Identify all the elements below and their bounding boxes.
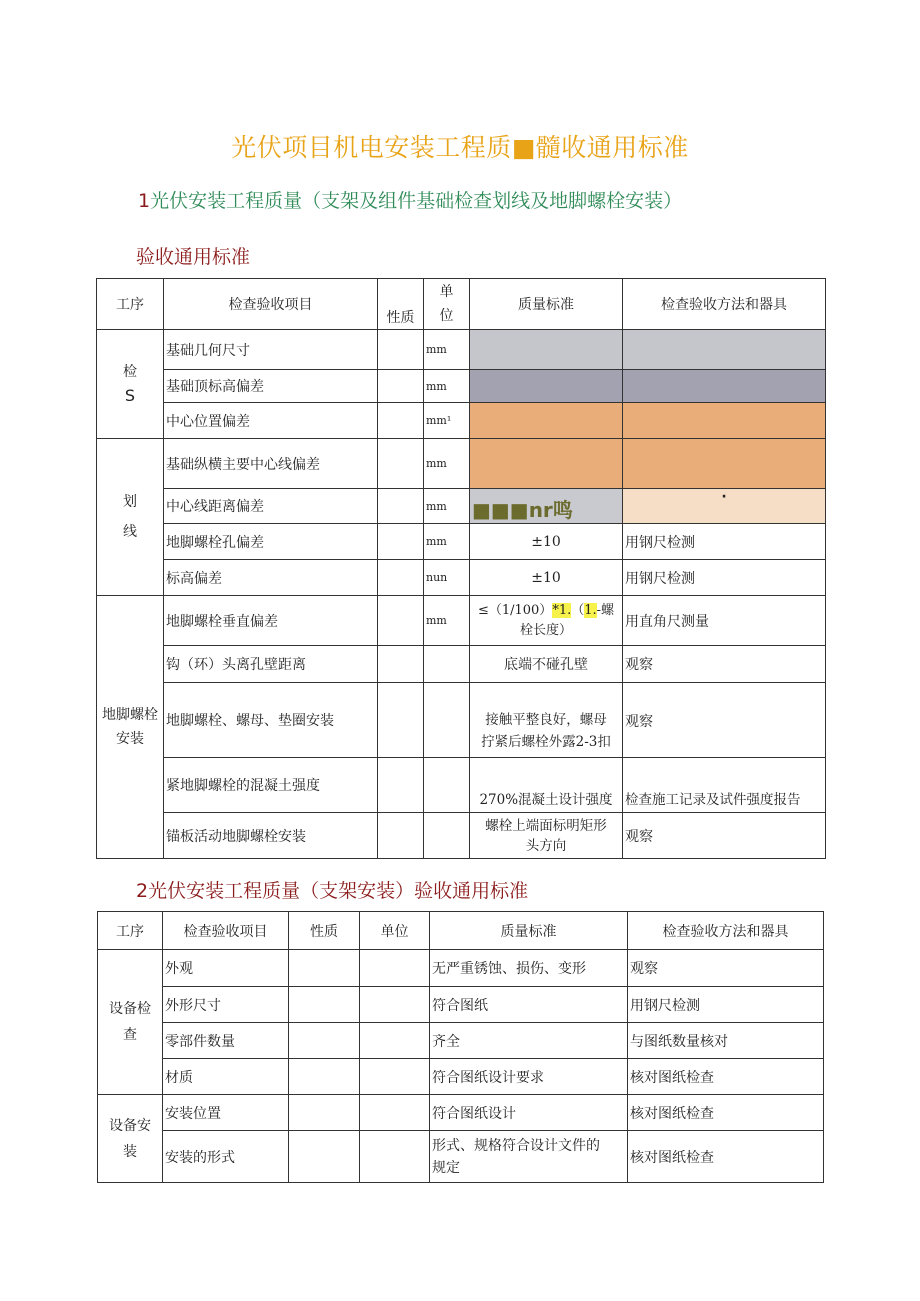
std-part-a: ≤（1/100） [477,602,553,618]
row-unit [360,950,430,987]
row-item: 零部件数量 [163,1023,289,1059]
std-part-b: （ [571,602,585,618]
header-unit: 单位 [360,912,430,950]
group-b: 查 [123,1027,137,1043]
table-row [97,813,826,859]
row-item: 锚板活动地脚螺栓安装 [164,813,378,859]
group-anchor-bolt-b: 安装 [116,731,144,747]
section1-text: 光伏安装工程质量（支架及组件基础检查划线及地脚螺栓安装） [150,190,683,212]
table-row [98,1023,824,1059]
row-standard [470,330,623,370]
row-standard: 符合图纸设计要求 [430,1059,628,1095]
row-unit: mm¹ [424,403,470,439]
row-unit: mm [424,330,470,370]
header-method: 检查验收方法和器具 [628,912,824,950]
section1-subtitle: 验收通用标准 [136,246,251,268]
header-item: 检查验收项目 [164,279,378,330]
row-method: 用直角尺测量 [623,596,826,646]
table-row [97,330,826,370]
row-item: 基础纵横主要中心线偏差 [164,439,378,489]
table1 [96,278,826,859]
row-unit: mm [424,524,470,560]
table-row [97,683,826,758]
table-row [97,524,826,560]
row-standard: 齐全 [430,1023,628,1059]
section2-heading: 2光伏安装工程质量（支架安装）验收通用标准 [136,880,529,902]
row-unit [424,683,470,758]
row-nature [378,683,424,758]
row-method [623,330,826,370]
table-row [97,596,826,646]
std-line-2: 头方向 [525,837,567,854]
row-nature [289,987,360,1023]
table-row [97,758,826,813]
row-unit [424,646,470,683]
group-inspect [97,330,164,439]
row-standard: 符合图纸 [430,987,628,1023]
row-method: 核对图纸检查 [628,1131,824,1183]
row-unit [360,1095,430,1131]
row-nature [378,439,424,489]
row-item: 基础顶标高偏差 [164,370,378,403]
row-standard: ■■■nr鸣 [470,489,623,524]
table-row [97,439,826,489]
row-item: 钩（环）头离孔壁距离 [164,646,378,683]
table-row [97,370,826,403]
table-row [98,1059,824,1095]
row-method: 用钢尺检测 [623,560,826,596]
table-row [97,489,826,524]
row-standard: 270%混凝土设计强度 [470,758,623,813]
table-row [97,646,826,683]
group-marking-a: 划 [123,494,137,510]
group-marking [97,439,164,596]
table1-header-row [97,279,826,330]
row-method: 用钢尺检测 [623,524,826,560]
group-inspect-b: S [124,385,136,405]
row-item: 基础几何尺寸 [164,330,378,370]
row-standard [470,403,623,439]
row-method: 检查施工记录及试件强度报告 [623,758,826,813]
row-unit [360,987,430,1023]
header-method: 检查验收方法和器具 [623,279,826,330]
row-item: 地脚螺栓孔偏差 [164,524,378,560]
row-method: · [623,489,826,524]
row-nature [289,1095,360,1131]
std-highlight-1: *1. [552,602,572,618]
row-nature [378,524,424,560]
table-row [98,1095,824,1131]
row-method: 观察 [623,646,826,683]
group-anchor-bolt-a: 地脚螺栓 [102,707,158,723]
std-highlight-2: 1. [584,602,597,618]
group-equipment-inspect [98,950,163,1095]
row-standard [470,813,623,859]
row-standard [470,439,623,489]
row-method: 用钢尺检测 [628,987,824,1023]
table2-header-row [98,912,824,950]
row-standard [470,370,623,403]
row-item: 中心线距离偏差 [164,489,378,524]
row-nature [378,370,424,403]
group-a: 设备安 [109,1117,151,1134]
row-method: 核对图纸检查 [628,1059,824,1095]
section1-number: 1 [138,190,151,212]
row-nature [378,489,424,524]
std-line-2: 规定 [432,1159,460,1176]
row-method [623,370,826,403]
row-nature [378,560,424,596]
std-line-1: 形式、规格符合设计文件的 [432,1137,600,1154]
row-unit [424,758,470,813]
row-method: 与图纸数量核对 [628,1023,824,1059]
row-nature [289,950,360,987]
header-unit [424,279,470,330]
row-standard: ±10 [470,560,623,596]
row-standard: 无严重锈蚀、损伤、变形 [430,950,628,987]
section1-heading [138,186,682,213]
group-a: 设备检 [109,1001,151,1017]
std-line-2: 拧紧后螺栓外露2-3扣 [481,734,611,750]
row-method: 核对图纸检查 [628,1095,824,1131]
row-standard: ±10 [470,524,623,560]
header-standard: 质量标准 [430,912,628,950]
row-nature [378,403,424,439]
row-item: 安装的形式 [163,1131,289,1183]
std-part-d: 栓长度） [519,622,572,638]
row-item: 外形尺寸 [163,987,289,1023]
page-title: 光伏项目机电安装工程质■髓收通用标准 [231,133,689,162]
row-unit: nun [424,560,470,596]
header-standard: 质量标准 [470,279,623,330]
header-unit-a: 单 [439,284,454,300]
row-unit: mm [424,370,470,403]
row-item: 标高偏差 [164,560,378,596]
header-item: 检查验收项目 [163,912,289,950]
row-nature [378,330,424,370]
row-method: 观察 [623,813,826,859]
row-method: 观察 [623,683,826,758]
row-standard [430,1131,628,1183]
row-nature [378,646,424,683]
row-method [623,439,826,489]
std-part-c: -螺 [596,602,615,618]
table-row [98,950,824,987]
row-unit [360,1059,430,1095]
row-item: 紧地脚螺栓的混凝土强度 [164,758,378,813]
row-standard: 底端不碰孔壁 [470,646,623,683]
std-line-1: 接触平整良好，螺母 [485,712,607,728]
table-row [98,987,824,1023]
row-item: 地脚螺栓、螺母、垫圈安装 [164,683,378,758]
row-unit [360,1023,430,1059]
row-standard [470,683,623,758]
row-method: 观察 [628,950,824,987]
header-process: 工序 [97,279,164,330]
group-marking-b: 线 [123,524,137,540]
header-nature: 性质 [378,279,424,330]
header-unit-b: 位 [439,308,454,324]
row-nature [378,758,424,813]
row-item: 安装位置 [163,1095,289,1131]
row-item: 中心位置偏差 [164,403,378,439]
row-nature [378,596,424,646]
row-nature [289,1059,360,1095]
group-equipment-install [98,1095,163,1183]
table-row [97,560,826,596]
row-item: 材质 [163,1059,289,1095]
group-b: 装 [123,1143,137,1160]
table2 [97,911,824,1183]
row-unit [360,1131,430,1183]
row-unit: mm [424,439,470,489]
row-item: 地脚螺栓垂直偏差 [164,596,378,646]
row-standard: 符合图纸设计 [430,1095,628,1131]
row-nature [289,1131,360,1183]
header-process: 工序 [98,912,163,950]
table-row [98,1131,824,1183]
row-nature [378,813,424,859]
row-item: 外观 [163,950,289,987]
row-unit: mm [424,596,470,646]
group-inspect-a: 检 [123,363,137,380]
header-nature: 性质 [289,912,360,950]
std-line-1: 螺栓上端面标明矩形 [485,817,607,834]
group-anchor-bolt [97,596,164,859]
row-standard [470,596,623,646]
row-unit [424,813,470,859]
row-nature [289,1023,360,1059]
table-row [97,403,826,439]
row-unit: mm [424,489,470,524]
row-method [623,403,826,439]
